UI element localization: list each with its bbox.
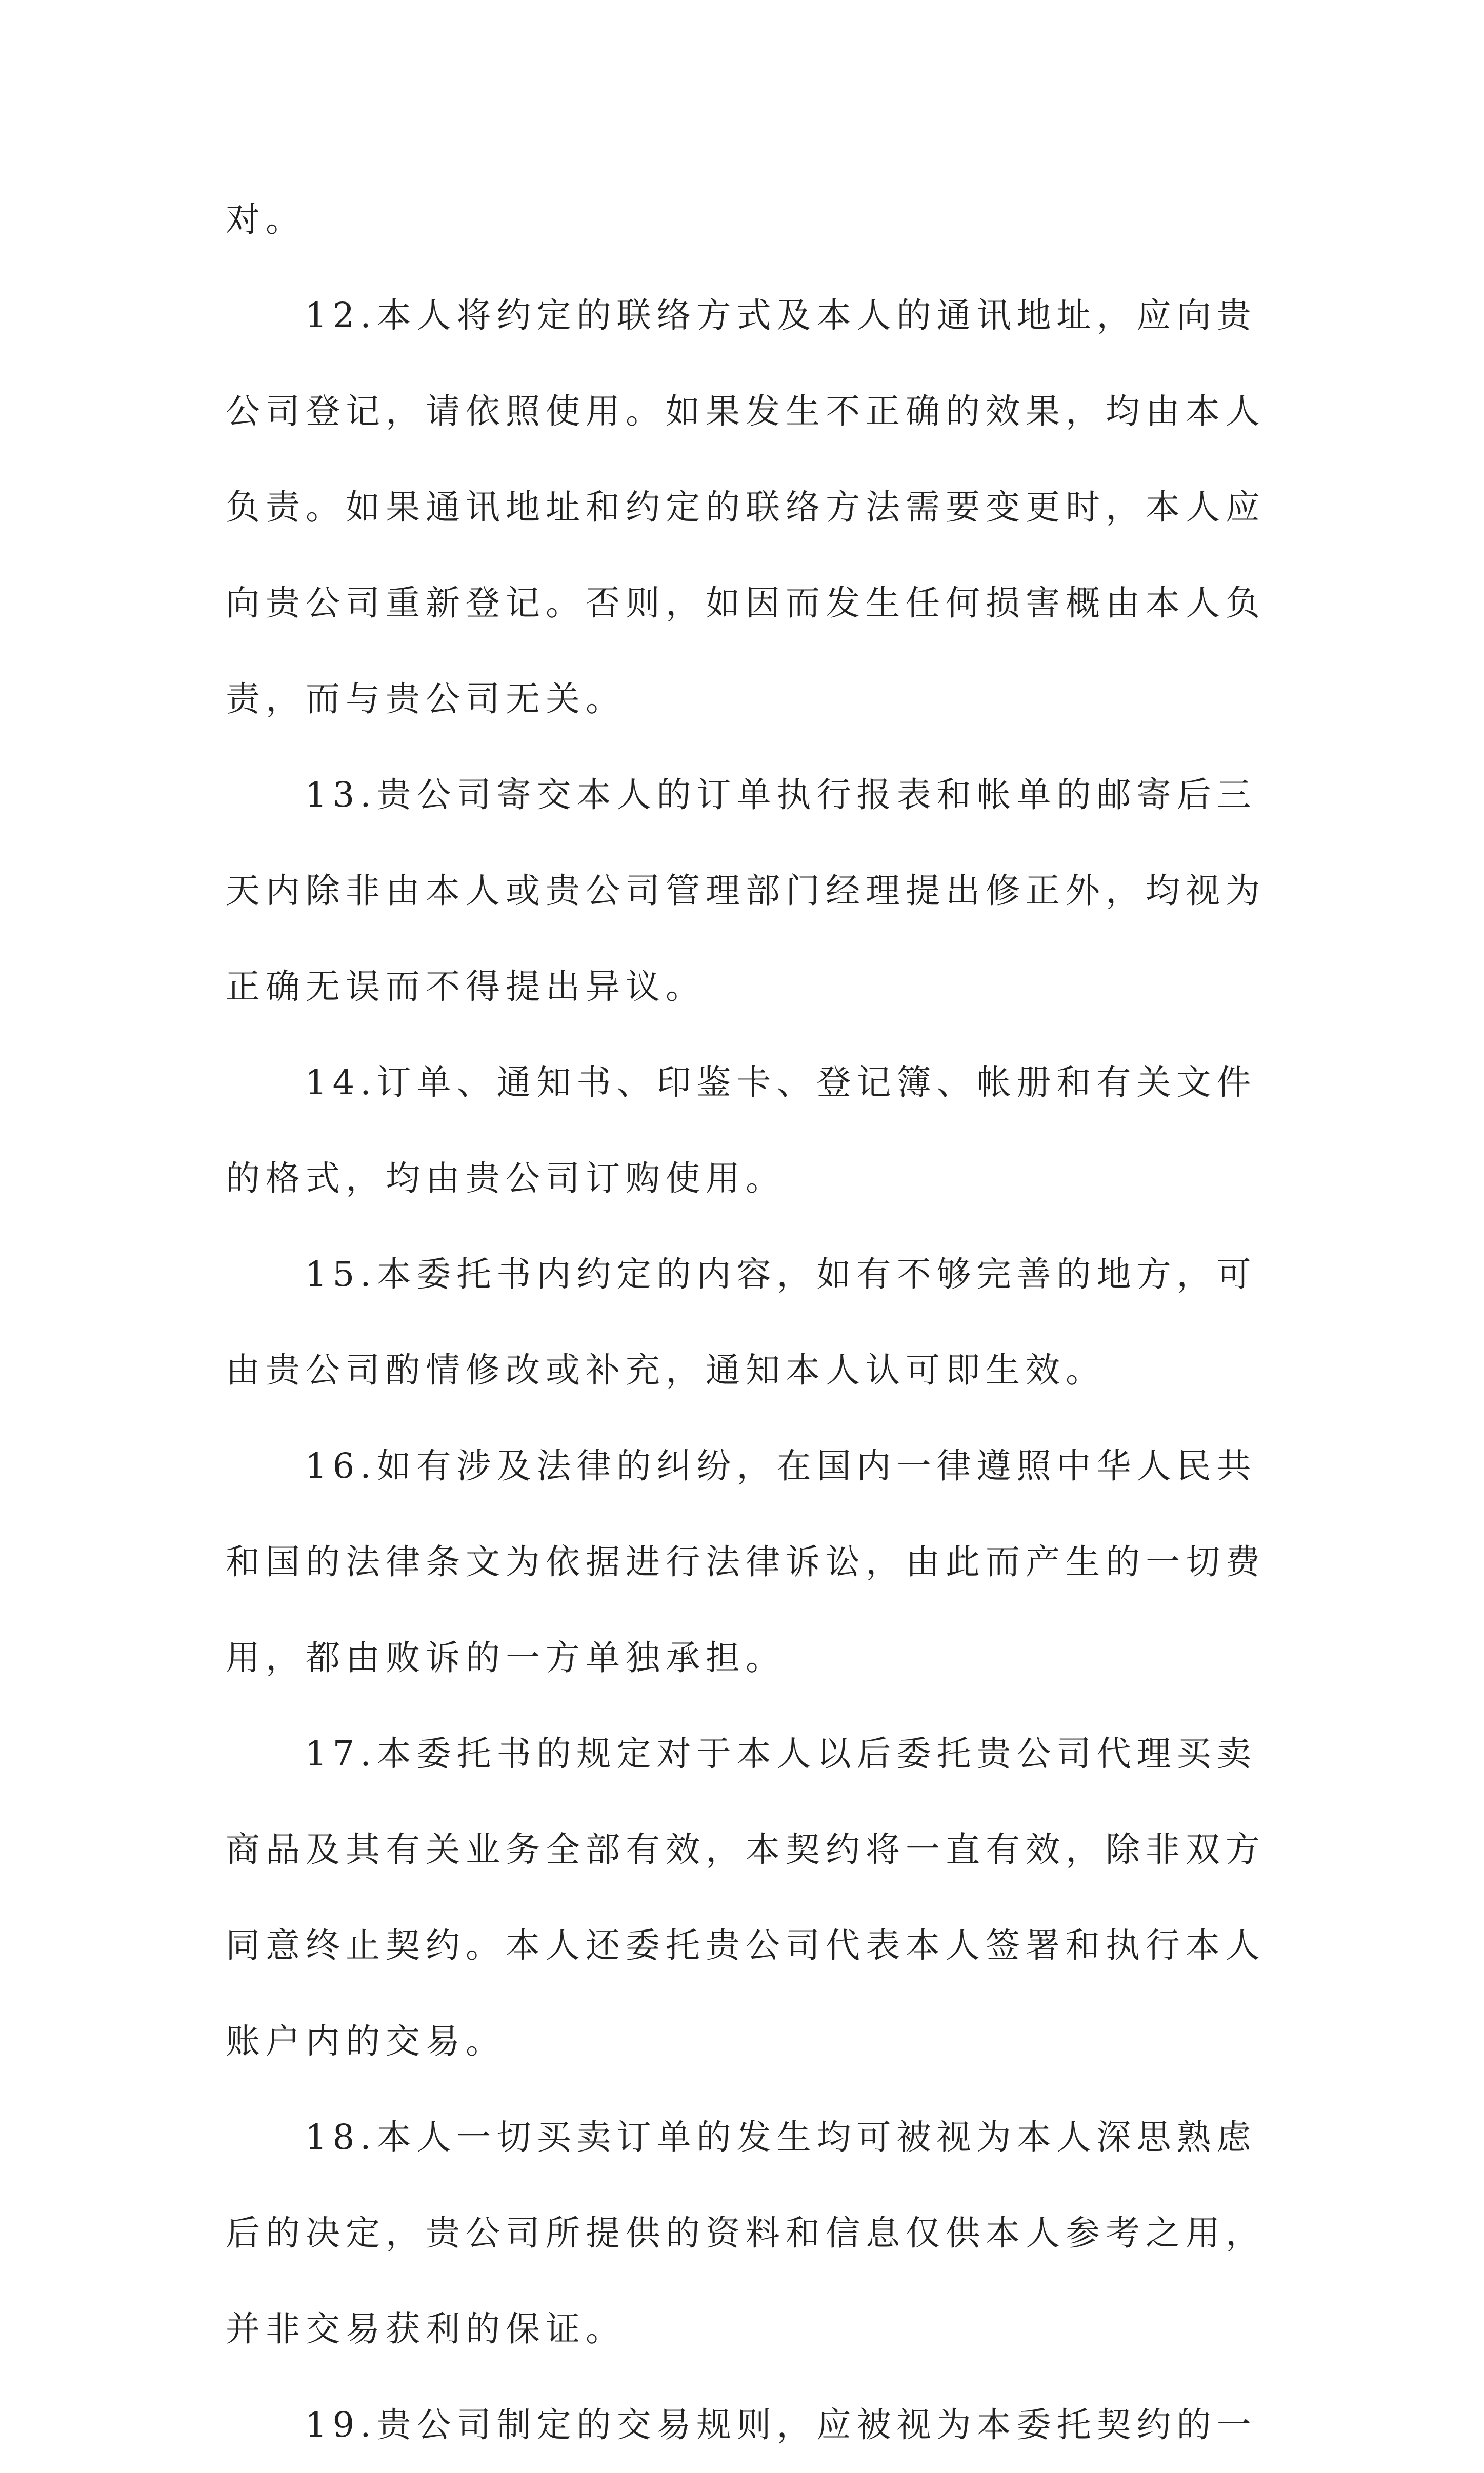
- clause-19-line: 19.贵公司制定的交易规则，应被视为本委托契约的一: [305, 2405, 1257, 2445]
- text-line: 用，都由败诉的一方单独承担。: [226, 1638, 786, 1678]
- text-line: 天内除非由本人或贵公司管理部门经理提出修正外，均视为: [226, 871, 1266, 911]
- clause-18-line: 18.本人一切买卖订单的发生均可被视为本人深思熟虑: [305, 2117, 1257, 2157]
- clause-14-line: 14.订单、通知书、印鉴卡、登记簿、帐册和有关文件: [305, 1062, 1257, 1102]
- text-line: 正确无误而不得提出异议。: [226, 967, 706, 1007]
- text-line: 同意终止契约。本人还委托贵公司代表本人签署和执行本人: [226, 1925, 1266, 1965]
- text-line: 商品及其有关业务全部有效，本契约将一直有效，除非双方: [226, 1829, 1266, 1869]
- text-line: 对。: [226, 199, 306, 239]
- text-line: 向贵公司重新登记。否则，如因而发生任何损害概由本人负: [226, 583, 1266, 623]
- text-line: 和国的法律条文为依据进行法律诉讼，由此而产生的一切费: [226, 1542, 1266, 1582]
- text-line: 的格式，均由贵公司订购使用。: [226, 1158, 786, 1198]
- text-line: 并非交易获利的保证。: [226, 2309, 626, 2349]
- text-line: 公司登记，请依照使用。如果发生不正确的效果，均由本人: [226, 391, 1266, 431]
- text-line: 账户内的交易。: [226, 2021, 506, 2061]
- clause-17-line: 17.本委托书的规定对于本人以后委托贵公司代理买卖: [305, 1734, 1257, 1774]
- text-line: 责，而与贵公司无关。: [226, 679, 626, 719]
- text-line: 负责。如果通讯地址和约定的联络方法需要变更时，本人应: [226, 487, 1266, 527]
- clause-16-line: 16.如有涉及法律的纠纷，在国内一律遵照中华人民共: [305, 1446, 1257, 1486]
- clause-13-line: 13.贵公司寄交本人的订单执行报表和帐单的邮寄后三: [305, 775, 1257, 815]
- text-line: 后的决定，贵公司所提供的资料和信息仅供本人参考之用，: [226, 2213, 1266, 2253]
- clause-15-line: 15.本委托书内约定的内容，如有不够完善的地方，可: [305, 1254, 1257, 1294]
- text-line: 由贵公司酌情修改或补充，通知本人认可即生效。: [226, 1350, 1106, 1390]
- clause-12-line: 12.本人将约定的联络方式及本人的通讯地址，应向贵: [305, 295, 1257, 335]
